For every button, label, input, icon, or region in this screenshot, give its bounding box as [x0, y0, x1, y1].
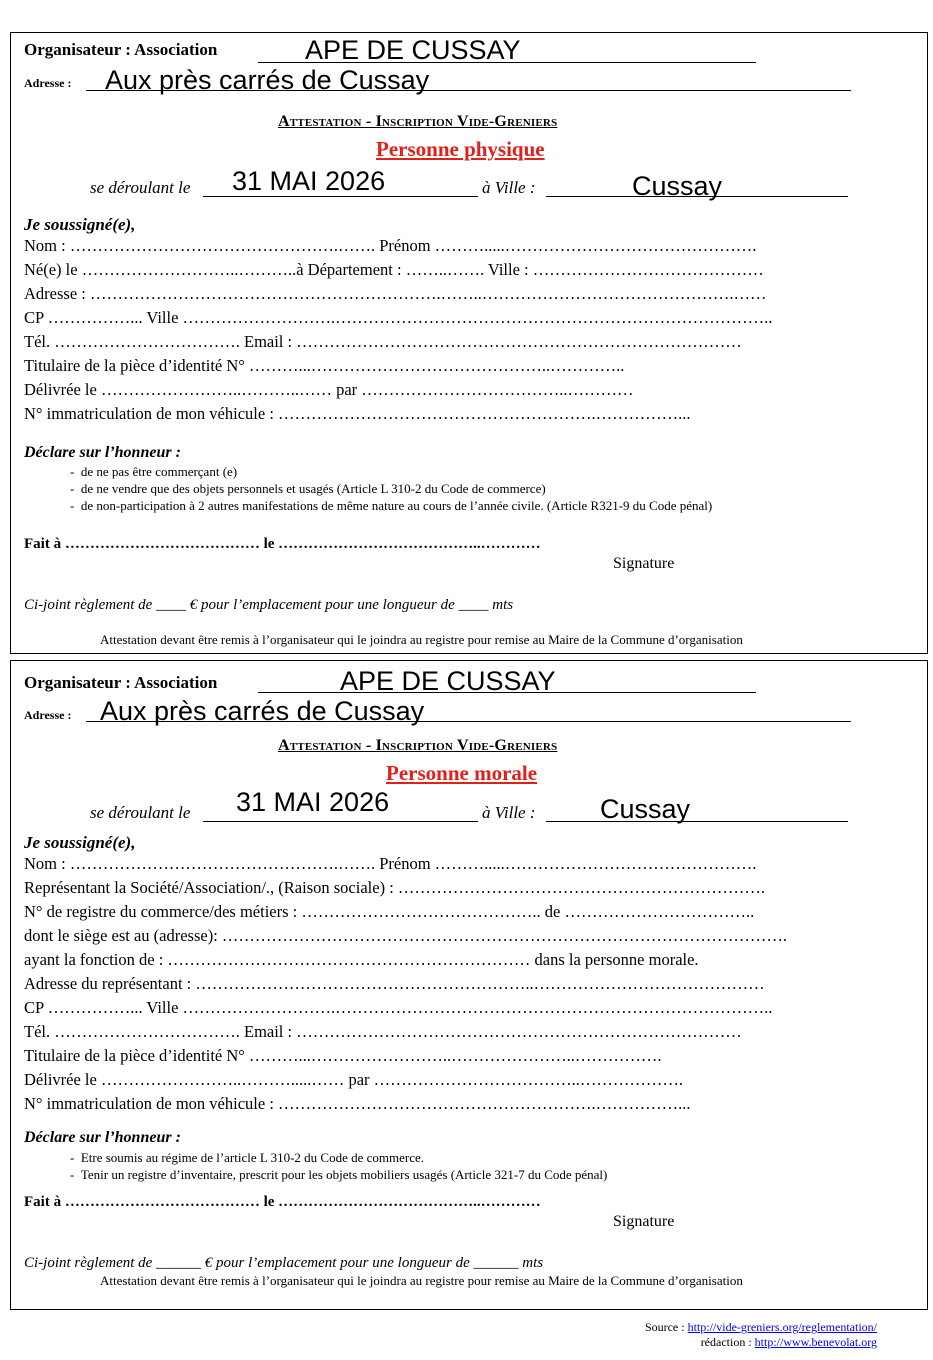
field-adresse-representant[interactable]: Adresse du représentant : ……………………………………………………..……………………………………: [24, 974, 765, 993]
reglement-line[interactable]: Ci-joint règlement de ______ € pour l’emplacement pour une longueur de ______ mts: [24, 1255, 544, 1271]
field-delivree[interactable]: Délivrée le ……………………..……….....…… par ………………………………..……………….: [24, 1070, 684, 1089]
field-tel-email[interactable]: Tél. ……………………………. Email : ………………………………………………………………………: [24, 332, 742, 351]
declare-item: - Tenir un registre d’inventaire, prescrit pour les objets mobiliers usagés (Article 321-7 du Code pénal): [70, 1167, 608, 1182]
source-link[interactable]: http://vide-greniers.org/reglementation/: [687, 1320, 877, 1334]
declare-item: - de ne pas être commerçant (e): [70, 464, 238, 479]
form-type-title: Personne physique: [376, 137, 545, 161]
field-fonction[interactable]: ayant la fonction de : ………………………………………………………… dans la personne morale.: [24, 950, 699, 969]
je-soussigne: Je soussigné(e),: [24, 833, 136, 852]
ville-value[interactable]: Cussay: [600, 794, 691, 824]
ville-label: à Ville :: [482, 803, 536, 822]
adresse-value[interactable]: Aux près carrés de Cussay: [105, 65, 430, 95]
field-nom-prenom[interactable]: Nom : ………………………………………….……. Prénom ……….....……………………………………….: [24, 854, 757, 873]
declare-title: Déclare sur l’honneur :: [24, 444, 181, 461]
field-naissance[interactable]: Né(e) le ………………………..………..à Département : ……..……. Ville : ……………………………………: [24, 260, 764, 279]
se-deroulant-label: se déroulant le: [90, 178, 191, 197]
fait-a-line[interactable]: Fait à ………………………………… le …………………………………..…………: [24, 536, 541, 552]
declare-item: - de non-participation à 2 autres manifestations de même nature au cours de l’année civile. (Article R321-9 du Code pénal): [70, 498, 713, 513]
field-cp-ville[interactable]: CP ……………... Ville ……………………….……………………………………………………………………..: [24, 998, 773, 1017]
attestation-title: Attestation - Inscription Vide-Greniers: [278, 113, 558, 130]
declare-list: [70, 1149, 607, 1183]
event-date[interactable]: 31 MAI 2026: [232, 166, 386, 196]
field-immatriculation[interactable]: N° immatriculation de mon véhicule : ………………………………………………….……………...: [24, 1094, 691, 1113]
signature-label: Signature: [613, 555, 675, 572]
field-siege[interactable]: dont le siège est au (adresse): ………………………………………………………………………………………….: [24, 926, 788, 945]
adresse-label: Adresse :: [24, 708, 72, 722]
ville-underline: [546, 821, 848, 822]
declare-item: - de ne vendre que des objets personnels et usagés (Article L 310-2 du Code de commerce): [70, 481, 546, 496]
redaction-label: rédaction :: [700, 1335, 752, 1349]
organisateur-label: Organisateur : Association: [24, 673, 218, 692]
ville-value[interactable]: Cussay: [632, 171, 723, 201]
event-date[interactable]: 31 MAI 2026: [236, 787, 390, 817]
field-registre[interactable]: N° de registre du commerce/des métiers : …………………………………….. de ……………………………..: [24, 902, 755, 921]
association-name[interactable]: APE DE CUSSAY: [305, 35, 521, 65]
reglement-line[interactable]: Ci-joint règlement de ____ € pour l’emplacement pour une longueur de ____ mts: [24, 597, 514, 613]
declare-list: [70, 463, 712, 514]
declare-title: Déclare sur l’honneur :: [24, 1129, 181, 1146]
source-label: Source :: [644, 1320, 685, 1334]
field-piece-identite[interactable]: Titulaire de la pièce d’identité N° ………...……………………..…………………..…………….: [24, 1046, 662, 1065]
organisateur-label: Organisateur : Association: [24, 40, 218, 59]
redaction-link[interactable]: http://www.benevolat.org: [754, 1335, 877, 1349]
field-nom-prenom[interactable]: Nom : ………………………………………….……. Prénom ……….....……………………………………….: [24, 236, 757, 255]
footer-sources: [645, 1320, 877, 1350]
field-representant[interactable]: Représentant la Société/Association/., (Raison sociale) : ………………………………………………………….: [24, 878, 766, 897]
se-deroulant-label: se déroulant le: [90, 803, 191, 822]
je-soussigne: Je soussigné(e),: [24, 215, 136, 234]
ville-label: à Ville :: [482, 178, 536, 197]
attestation-title: Attestation - Inscription Vide-Greniers: [278, 737, 558, 754]
field-cp-ville[interactable]: CP ……………... Ville ……………………….……………………………………………………………………..: [24, 308, 773, 327]
attestation-note: Attestation devant être remis à l’organisateur qui le joindra au registre pour remise au Maire de la Commune d’organisation: [100, 632, 743, 647]
field-delivree[interactable]: Délivrée le ……………………..………..…… par ………………………………..…………: [24, 380, 634, 399]
date-underline: [203, 821, 478, 822]
date-underline: [203, 196, 478, 197]
adresse-label: Adresse :: [24, 76, 72, 90]
adresse-value[interactable]: Aux près carrés de Cussay: [100, 696, 425, 726]
field-adresse[interactable]: Adresse : ……………………………………………………….……..……………………………………….……: [24, 284, 767, 303]
association-name[interactable]: APE DE CUSSAY: [340, 666, 556, 696]
signature-label: Signature: [613, 1213, 675, 1230]
field-immatriculation[interactable]: N° immatriculation de mon véhicule : ………………………………………………….……………...: [24, 404, 691, 423]
declare-item: - Etre soumis au régime de l’article L 310-2 du Code de commerce.: [70, 1150, 425, 1165]
field-piece-identite[interactable]: Titulaire de la pièce d’identité N° ………...……………………………………..…………..: [24, 356, 625, 375]
form-type-title: Personne morale: [386, 761, 538, 785]
field-tel-email[interactable]: Tél. ……………………………. Email : ………………………………………………………………………: [24, 1022, 742, 1041]
fait-a-line[interactable]: Fait à ………………………………… le …………………………………..…………: [24, 1194, 541, 1210]
attestation-note: Attestation devant être remis à l’organisateur qui le joindra au registre pour remise au Maire de la Commune d’organisation: [100, 1273, 743, 1288]
